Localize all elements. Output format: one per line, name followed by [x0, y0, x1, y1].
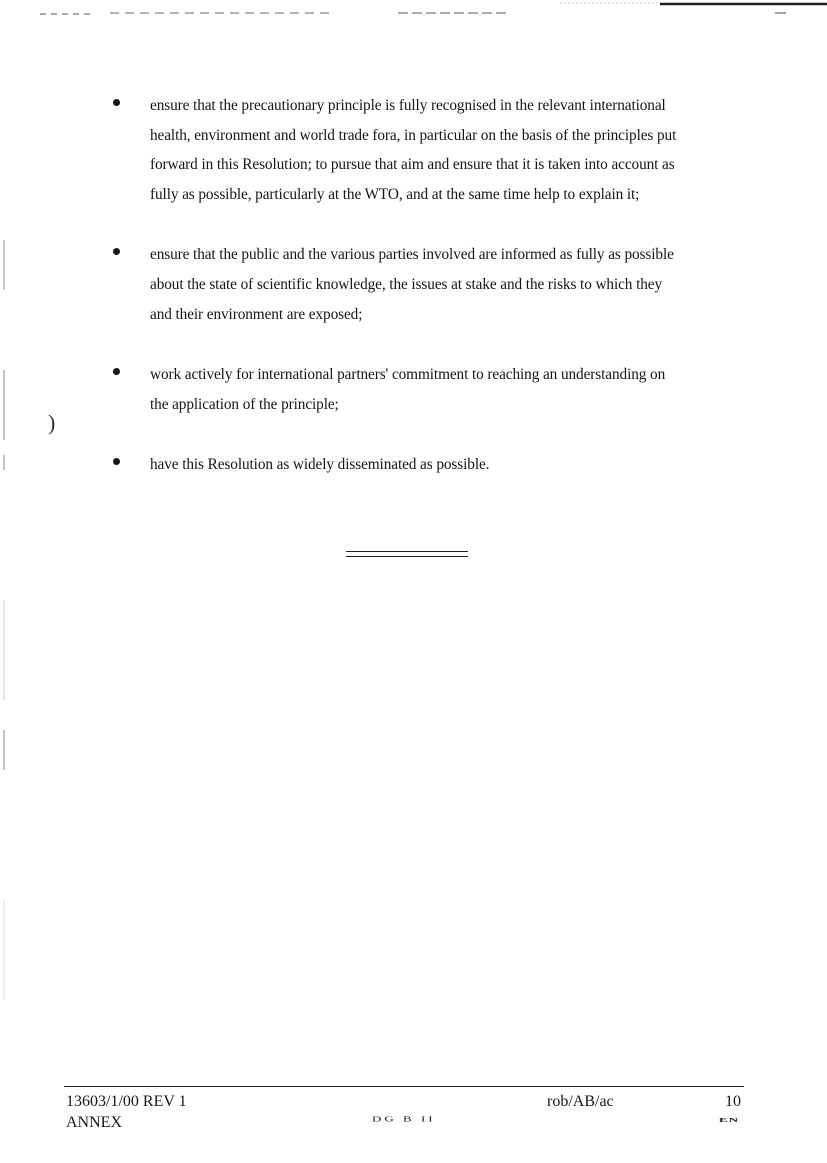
bullet-line: fully as possible, particularly at the WTO, and at the same time help to explain it; [150, 185, 640, 203]
page-number: 10 [725, 1093, 741, 1110]
footer-rule [64, 1086, 744, 1087]
bullet-line: and their environment are exposed; [150, 305, 363, 323]
bullet-icon [113, 368, 120, 375]
bullet-line: ensure that the public and the various parties involved are informed as fully as possible [150, 246, 674, 264]
bullet-line: ensure that the precautionary principle is fully recognised in the relevant international [150, 97, 666, 114]
section-label: ANNEX [66, 1114, 122, 1131]
bullet-line: have this Resolution as widely disseminated as possible. [150, 456, 490, 474]
list-item [110, 91, 750, 209]
bullet-line: health, environment and world trade fora, in particular on the basis of the principles put [150, 126, 677, 144]
list-item [110, 360, 750, 419]
margin-mark: ) [48, 410, 56, 435]
bullet-line: about the state of scientific knowledge, the issues at stake and the risks to which they [150, 275, 663, 293]
language-code: EN [719, 1116, 740, 1124]
bullet-icon [113, 458, 120, 465]
bullet-line: forward in this Resolution; to pursue that aim and ensure that it is taken into account as [150, 156, 675, 174]
bullet-line: work actively for international partners' commitment to reaching an understanding on [150, 366, 666, 384]
scan-noise-top [0, 0, 827, 26]
bullet-icon [113, 99, 120, 106]
directorate-label: DG B II [372, 1115, 436, 1124]
bullet-list [110, 91, 750, 511]
author-initials: rob/AB/ac [547, 1093, 614, 1110]
section-separator [346, 551, 468, 557]
list-item [110, 450, 750, 480]
scan-noise-left [0, 0, 12, 1163]
bullet-icon [113, 248, 120, 255]
list-item [110, 240, 750, 329]
document-reference: 13603/1/00 REV 1 [66, 1093, 187, 1110]
bullet-line: the application of the principle; [150, 395, 339, 413]
